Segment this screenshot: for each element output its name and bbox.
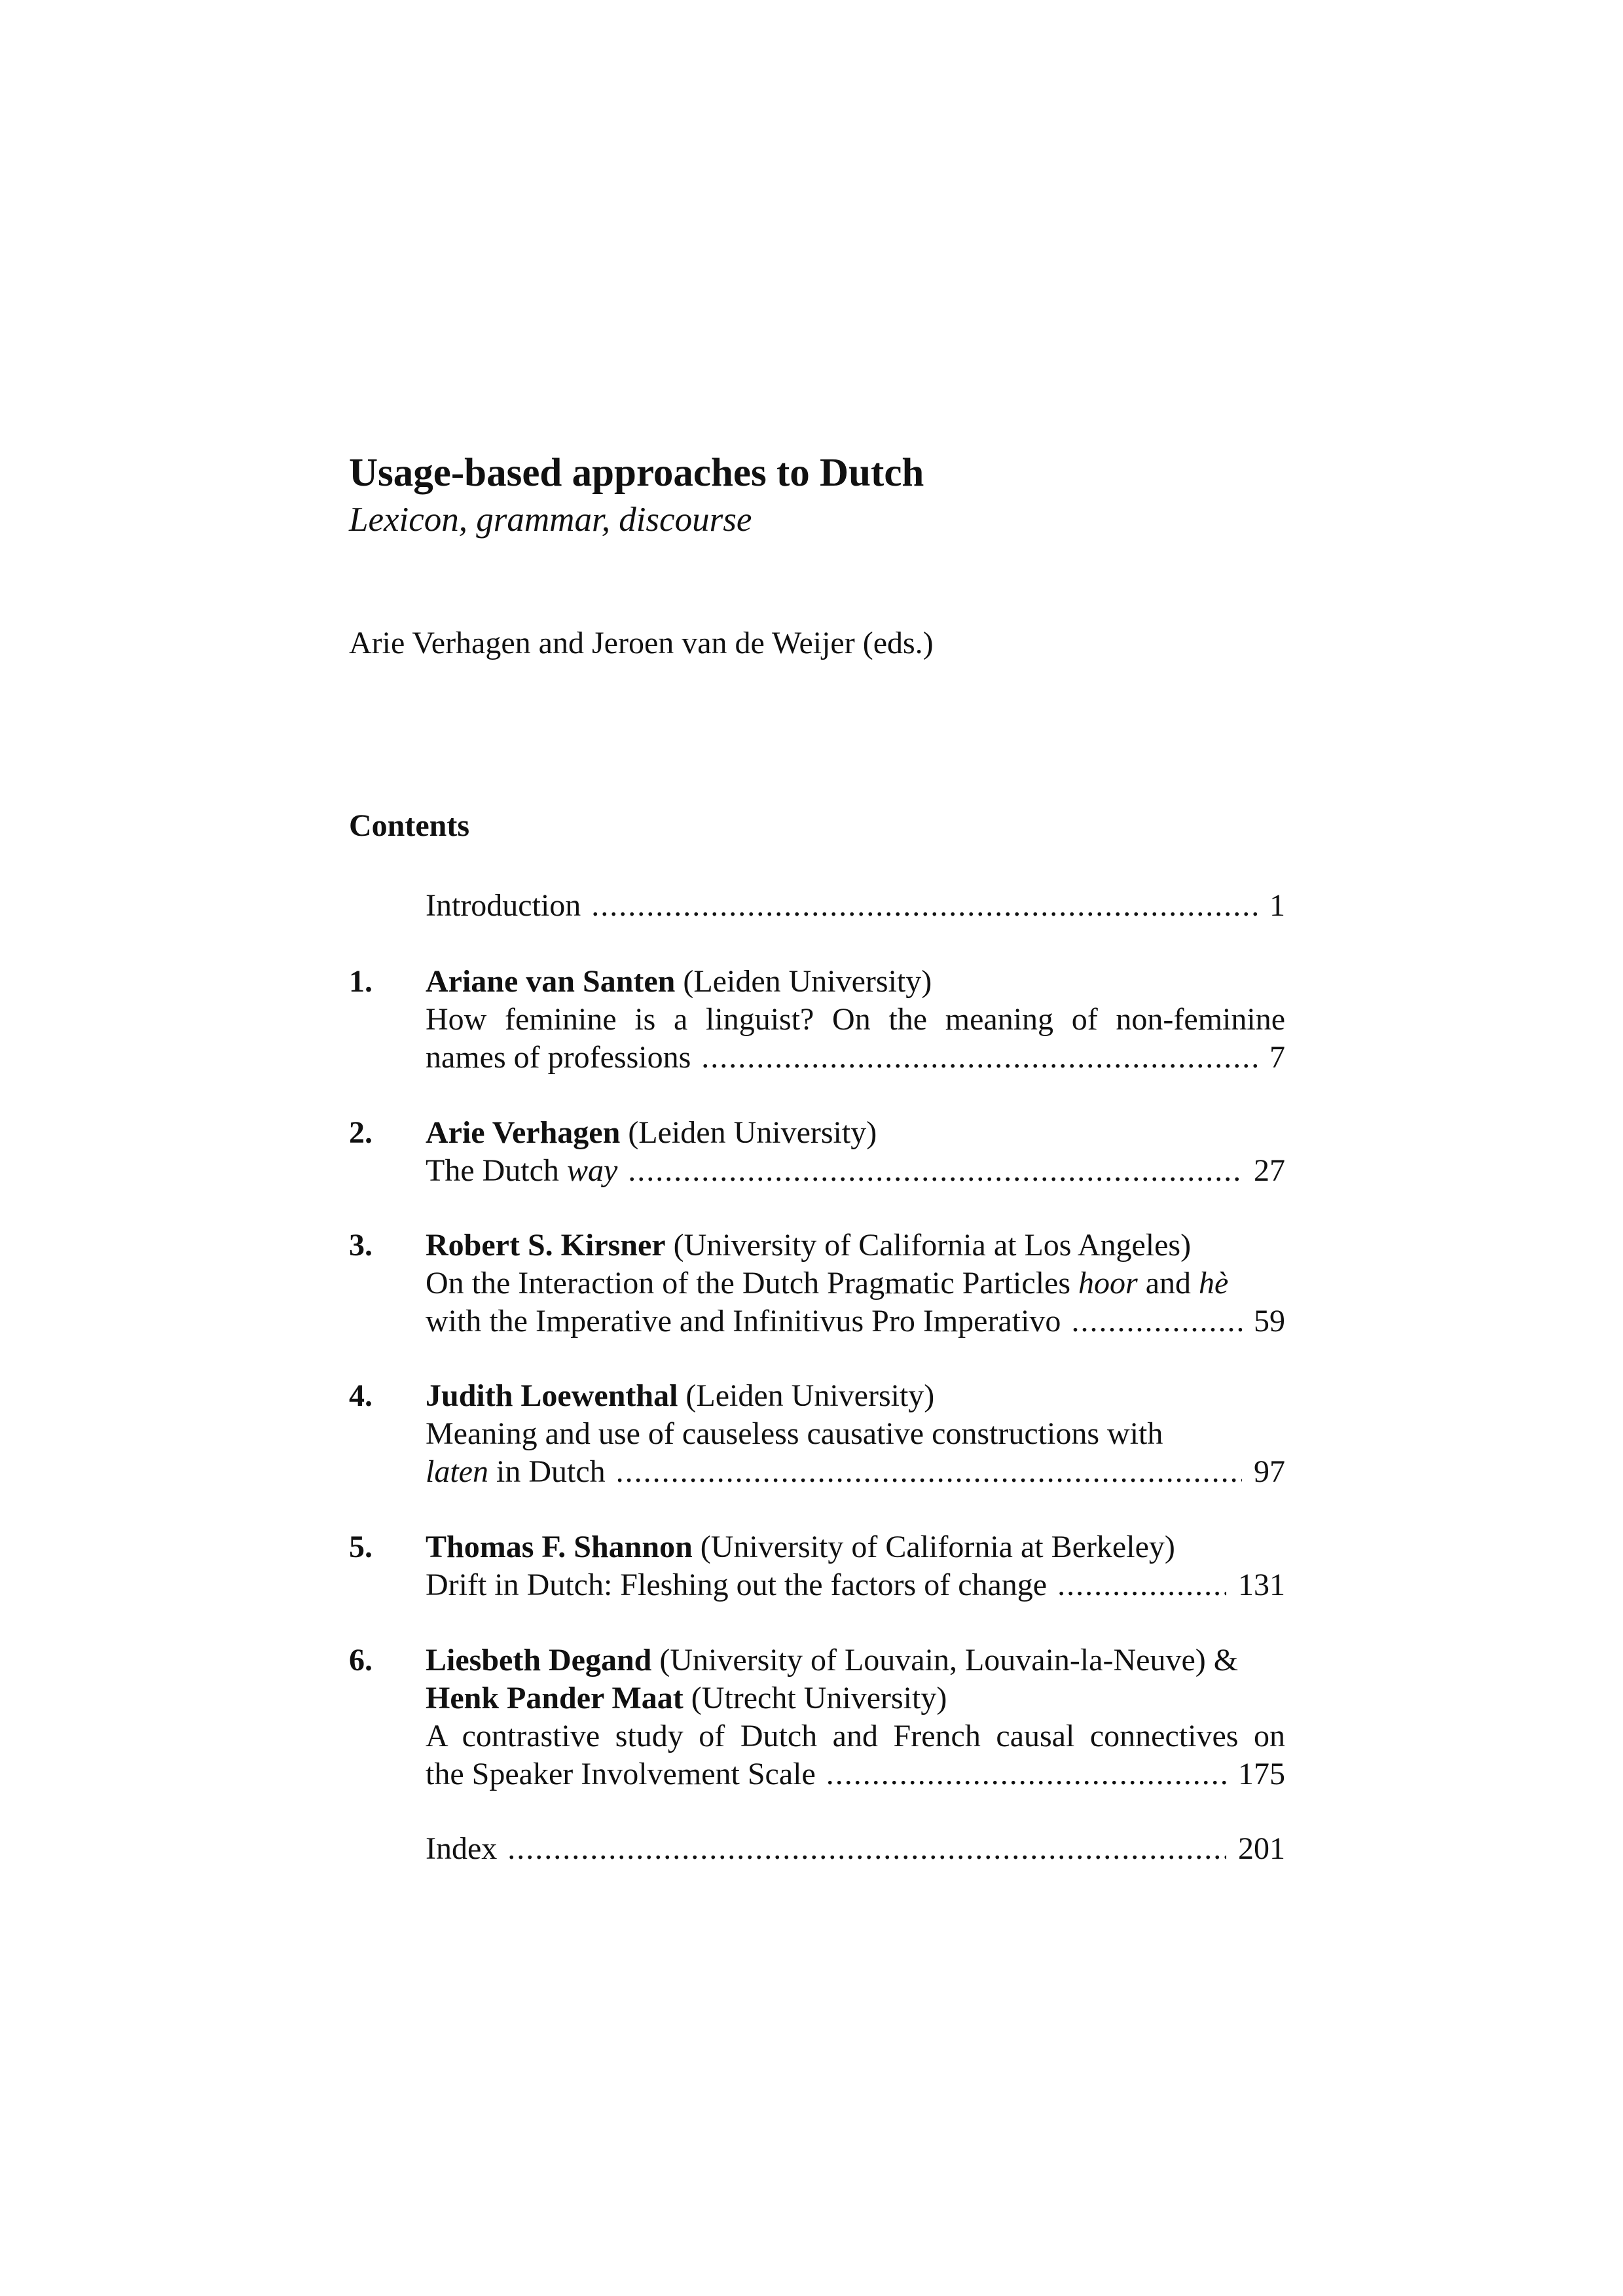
book-editors: Arie Verhagen and Jeroen van de Weijer (eds.) (349, 626, 934, 660)
chapter-page: 7 (1269, 1040, 1285, 1075)
chapter-title-line (426, 1453, 606, 1491)
chapter-affiliation: (University of Louvain, Louvain-la-Neuve) & (659, 1643, 1239, 1677)
chapter-title-italic: hoor (1078, 1266, 1138, 1300)
chapter-title-line: with the Imperative and Infinitivus Pro Imperativo (426, 1304, 1061, 1338)
chapter-title-line: A contrastive study of Dutch and French causal connectives on (426, 1719, 1285, 1753)
book-subtitle: Lexicon, grammar, discourse (349, 501, 752, 539)
chapter-author-2: Henk Pander Maat (426, 1681, 684, 1715)
chapter-title-line: the Speaker Involvement Scale (426, 1757, 816, 1791)
chapter-number: 2. (349, 1115, 373, 1150)
chapter-number: 3. (349, 1228, 373, 1263)
table-of-contents (349, 0, 1285, 2296)
chapter-author: Arie Verhagen (426, 1115, 621, 1150)
chapter-title-line: Drift in Dutch: Fleshing out the factors of change (426, 1568, 1048, 1602)
dot-leader (628, 1152, 1242, 1190)
chapter-title-line: How feminine is a linguist? On the meaning of non-feminine (426, 1002, 1285, 1037)
chapter-author: Liesbeth Degand (426, 1643, 652, 1677)
chapter-title-line (426, 1265, 1285, 1302)
chapter-page: 175 (1238, 1757, 1285, 1791)
chapter-author: Ariane van Santen (426, 964, 676, 999)
toc-page-introduction: 1 (1269, 888, 1285, 923)
chapter-title-text: in Dutch (496, 1454, 606, 1489)
chapter-affiliation: (Leiden University) (628, 1115, 877, 1150)
dot-leader (616, 1453, 1242, 1491)
contents-heading: Contents (349, 808, 470, 843)
chapter-author: Robert S. Kirsner (426, 1228, 666, 1263)
chapter-title-text: On the Interaction of the Dutch Pragmatic Particles (426, 1266, 1071, 1300)
toc-page-index: 201 (1238, 1831, 1285, 1866)
chapter-page: 27 (1254, 1153, 1285, 1188)
chapter-number: 1. (349, 964, 373, 999)
chapter-title-italic: way (566, 1153, 618, 1188)
dot-leader (507, 1830, 1226, 1868)
dot-leader (1071, 1302, 1242, 1340)
chapter-affiliation: (Leiden University) (683, 964, 932, 999)
chapter-title-line: Meaning and use of causeless causative constructions with (426, 1416, 1163, 1451)
chapter-author: Judith Loewenthal (426, 1378, 678, 1413)
chapter-number: 6. (349, 1643, 373, 1677)
chapter-author: Thomas F. Shannon (426, 1530, 693, 1564)
chapter-title-text: The Dutch (426, 1153, 559, 1188)
chapter-affiliation-2: (Utrecht University) (691, 1681, 947, 1715)
chapter-title-line (426, 1152, 617, 1190)
book-title: Usage-based approaches to Dutch (349, 451, 924, 495)
dot-leader (1057, 1566, 1226, 1604)
chapter-page: 59 (1254, 1304, 1285, 1338)
chapter-title-italic: laten (426, 1454, 488, 1489)
dot-leader (826, 1755, 1226, 1793)
toc-label-introduction: Introduction (426, 888, 581, 923)
chapter-number: 4. (349, 1378, 373, 1413)
chapter-affiliation: (Leiden University) (685, 1378, 935, 1413)
toc-label-index: Index (426, 1831, 498, 1866)
chapter-affiliation: (University of California at Los Angeles) (673, 1228, 1192, 1263)
chapter-page: 131 (1238, 1568, 1285, 1602)
chapter-title-line: names of professions (426, 1040, 691, 1075)
chapter-number: 5. (349, 1530, 373, 1564)
chapter-affiliation: (University of California at Berkeley) (700, 1530, 1175, 1564)
chapter-title-text: and (1145, 1266, 1192, 1300)
chapter-title-italic: hè (1199, 1266, 1229, 1300)
dot-leader (701, 1039, 1258, 1077)
chapter-page: 97 (1254, 1454, 1285, 1489)
dot-leader (591, 887, 1258, 925)
